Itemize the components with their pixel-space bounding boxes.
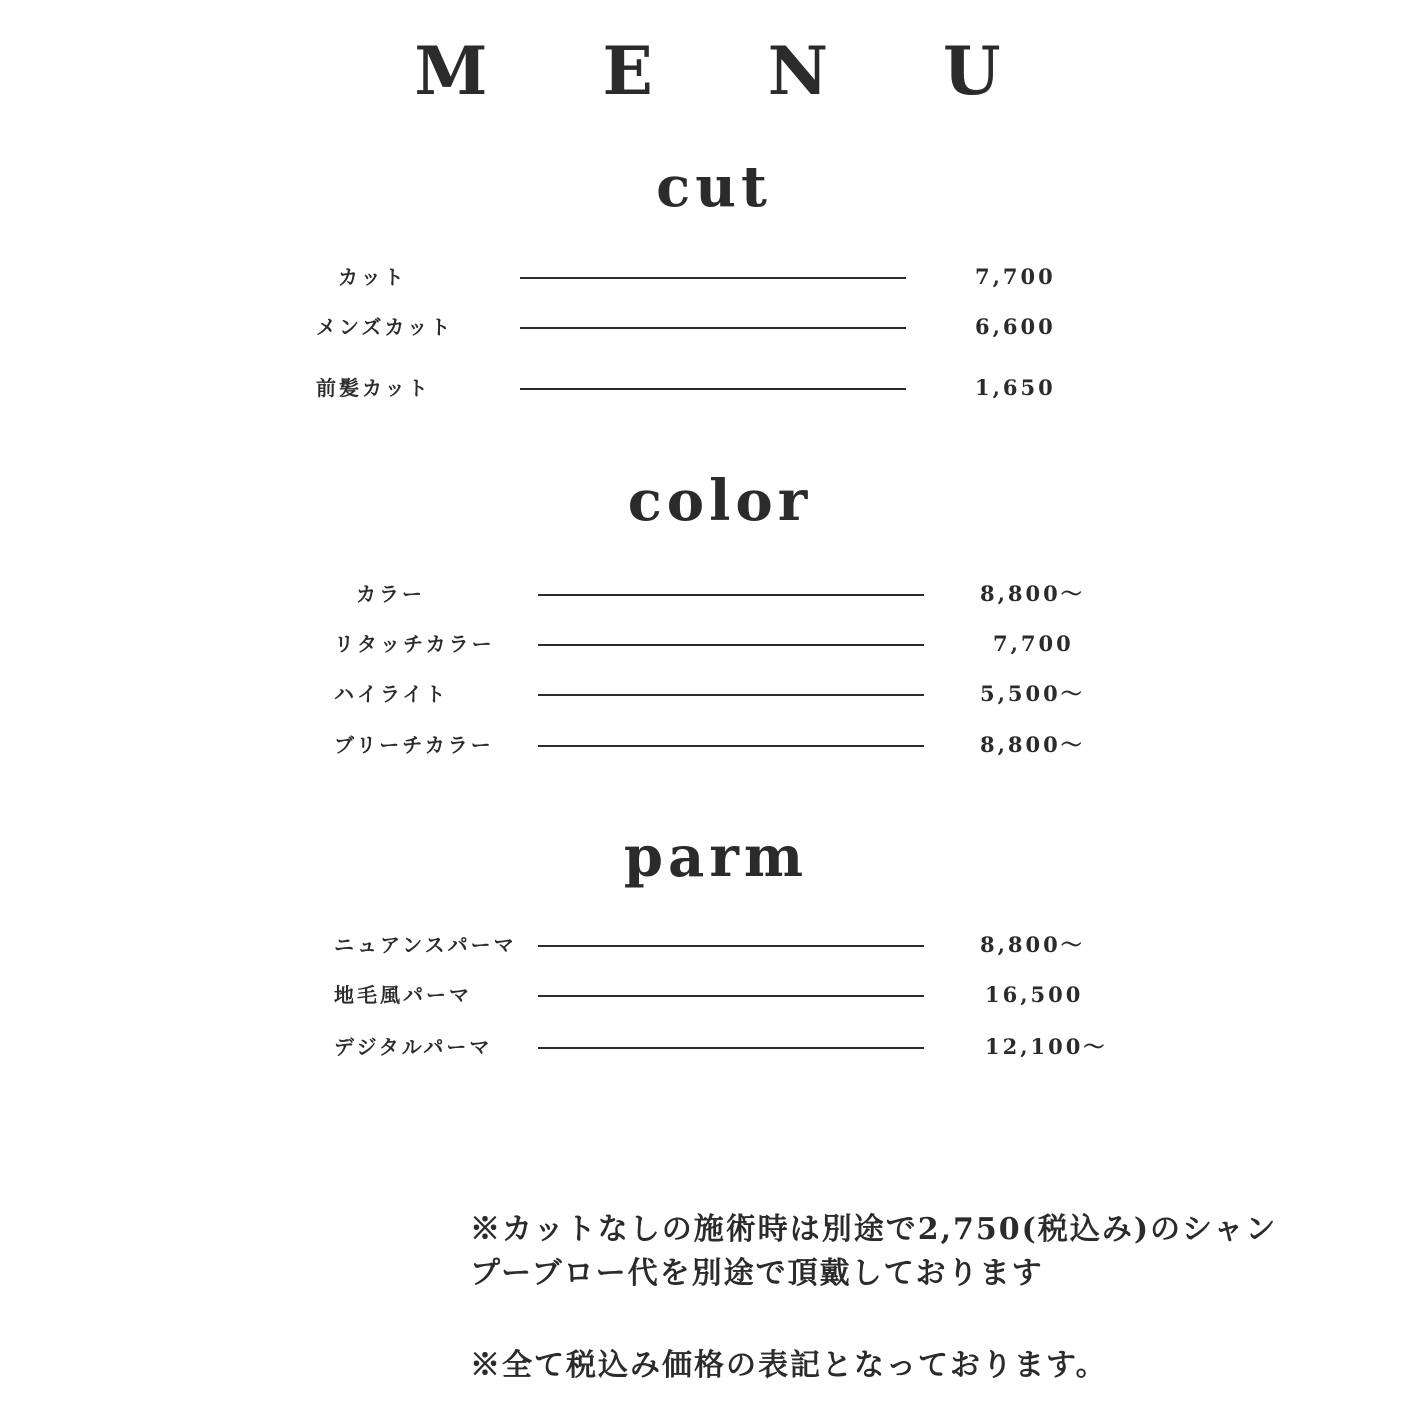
- item-price: 8,800～: [980, 732, 1085, 757]
- item-name: 前髪カット: [316, 376, 431, 400]
- menu-row-natural-perm: [0, 980, 1415, 1010]
- note-shampoo-line1: ※カットなしの施術時は別途で2,750(税込み)のシャン: [470, 1212, 1278, 1247]
- leader-line: [538, 995, 924, 997]
- leader-line: [520, 277, 906, 279]
- item-price: 1,650: [975, 375, 1056, 400]
- leader-line: [520, 388, 906, 390]
- menu-row-color: [0, 579, 1415, 609]
- item-price: 6,600: [975, 314, 1056, 339]
- item-name: 地毛風パーマ: [334, 983, 472, 1007]
- menu-row-bangs-cut: [0, 373, 1415, 403]
- item-price: 7,700: [975, 264, 1056, 289]
- item-price: 5,500～: [980, 681, 1085, 706]
- leader-line: [520, 327, 906, 329]
- item-name: ブリーチカラー: [334, 733, 494, 757]
- item-name: カラー: [356, 582, 425, 606]
- leader-line: [538, 644, 924, 646]
- menu-row-cut: [0, 262, 1415, 292]
- item-name: デジタルパーマ: [334, 1035, 493, 1059]
- item-price: 8,800～: [980, 581, 1085, 606]
- note-shampoo-line2: プーブロー代を別途で頂戴しております: [470, 1256, 1044, 1291]
- item-price: 16,500: [985, 982, 1084, 1007]
- item-name: ニュアンスパーマ: [334, 933, 517, 957]
- leader-line: [538, 945, 924, 947]
- menu-row-nuance-perm: [0, 930, 1415, 960]
- menu-row-highlight: [0, 679, 1415, 709]
- menu-row-bleach-color: [0, 730, 1415, 760]
- leader-line: [538, 594, 924, 596]
- item-name: ハイライト: [334, 682, 449, 706]
- item-name: リタッチカラー: [334, 632, 495, 656]
- section-heading-color: color: [627, 468, 813, 534]
- item-name: カット: [338, 265, 407, 289]
- menu-title: M E N U: [414, 32, 1047, 110]
- item-name: メンズカット: [316, 315, 454, 339]
- section-heading-cut: cut: [656, 154, 772, 220]
- menu-row-mens-cut: [0, 312, 1415, 342]
- leader-line: [538, 745, 924, 747]
- section-heading-parm: parm: [623, 824, 809, 890]
- menu-row-digital-perm: [0, 1032, 1415, 1062]
- menu-row-retouch-color: [0, 629, 1415, 659]
- item-price: 8,800～: [980, 932, 1085, 957]
- leader-line: [538, 1047, 924, 1049]
- leader-line: [538, 694, 924, 696]
- note-tax-included: ※全て税込み価格の表記となっております。: [470, 1348, 1108, 1383]
- item-price: 12,100～: [985, 1034, 1108, 1059]
- item-price: 7,700: [993, 631, 1074, 656]
